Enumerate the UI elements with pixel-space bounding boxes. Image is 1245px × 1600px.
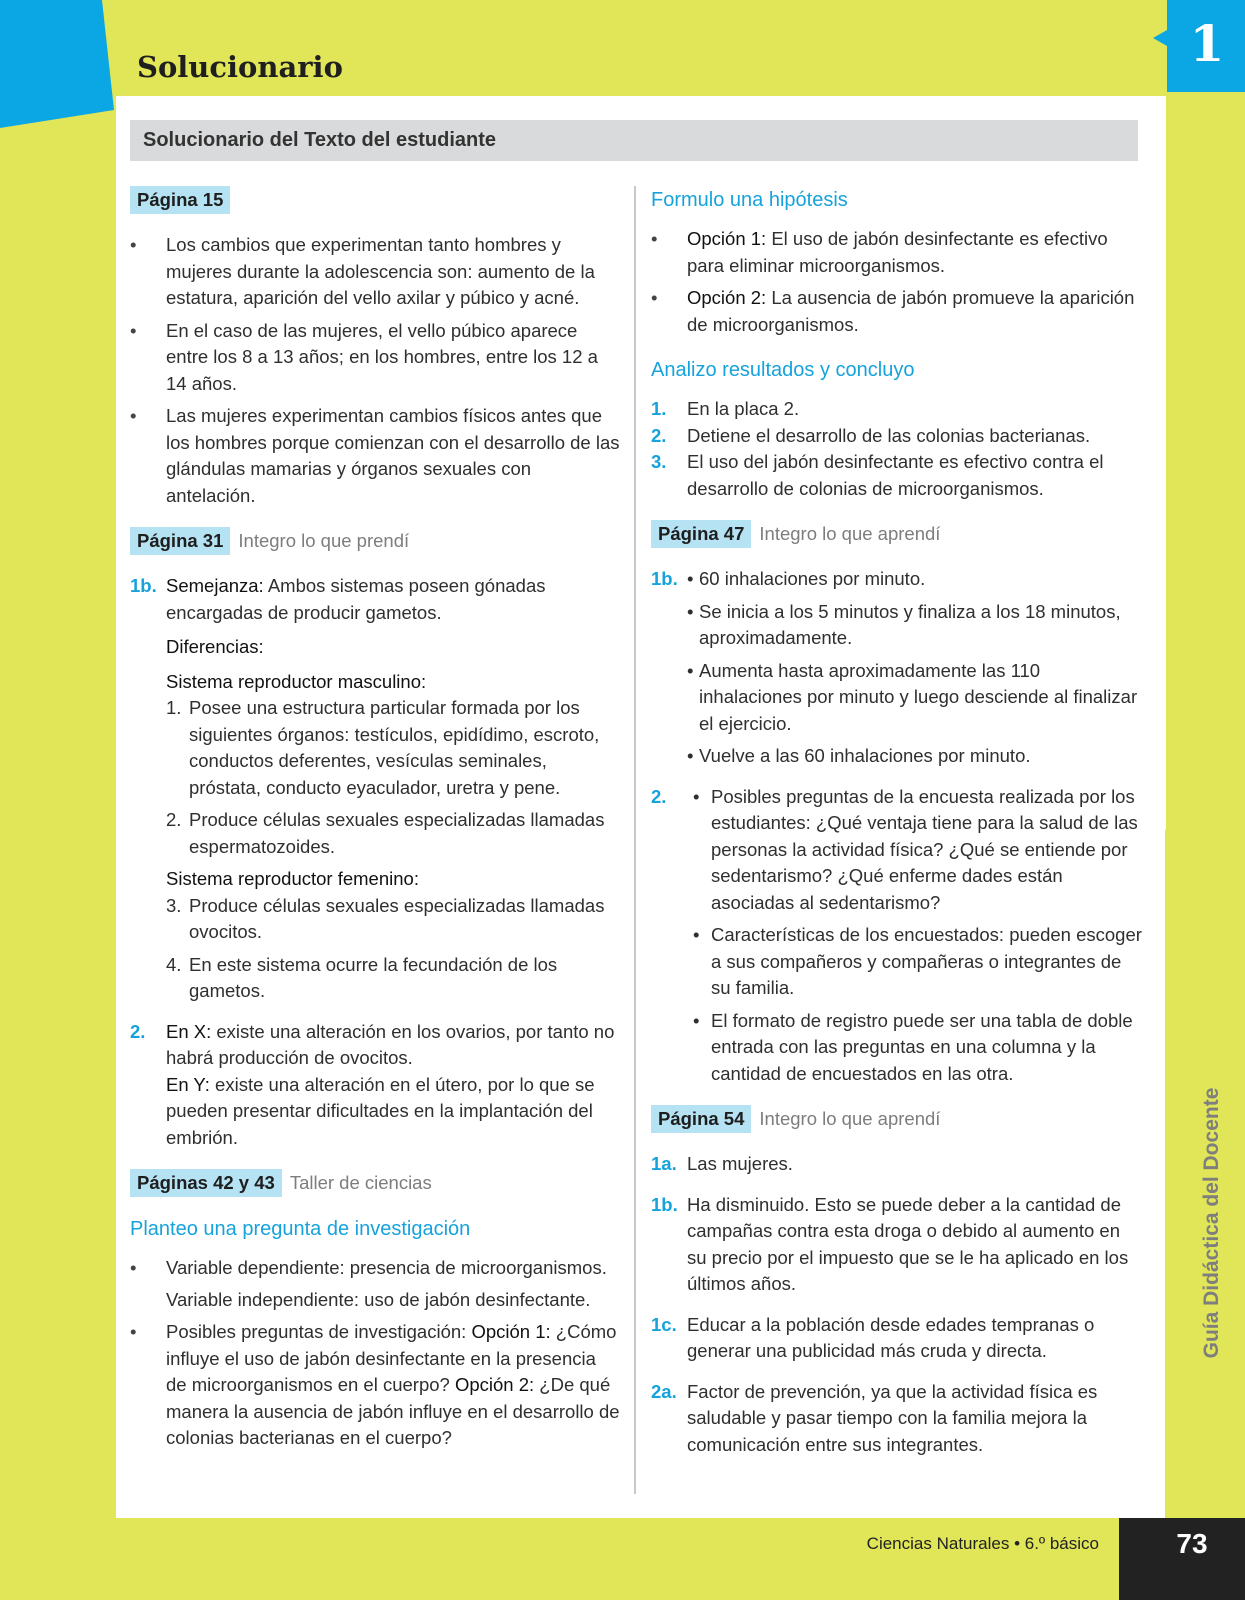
- page-label: Página 31: [130, 527, 230, 555]
- page-54-answers: [651, 1151, 1143, 1458]
- list-item: 1. En la placa 2.: [651, 398, 800, 419]
- page-42-header: [130, 1169, 620, 1197]
- list-item: 2. Produce células sexuales especializadas llamadas espermatozoides.: [166, 809, 605, 857]
- page-label: Página 47: [651, 520, 751, 548]
- answer-text: existe una alteración en los ovarios, por tanto no habrá producción de ovocitos.: [166, 1020, 615, 1068]
- section-bar: [130, 120, 1138, 161]
- column-divider: [634, 186, 636, 1494]
- list-item: • Opción 1: El uso de jabón desinfectante es efectivo para eliminar microorganismos.: [651, 226, 1143, 279]
- page-15-list: [130, 232, 620, 509]
- section-title: Solucionario del Texto del estudiante: [143, 129, 497, 151]
- answer-label: Semejanza:: [166, 575, 264, 596]
- research-list: [130, 1255, 620, 1452]
- page-47-header: [651, 520, 1143, 548]
- list-item: 3. Produce células sexuales especializadas llamadas ovocitos.: [166, 894, 605, 942]
- page-label: Página 54: [651, 1105, 751, 1133]
- list-item: • Se inicia a los 5 minutos y finaliza a los 18 minutos, aproximadamente.: [687, 599, 1143, 652]
- answer-number: 2.: [651, 785, 667, 807]
- list-item: 2. Detiene el desarrollo de las colonias bacterianas.: [651, 424, 1091, 446]
- page-number: 73: [1176, 1528, 1208, 1559]
- answer-1a: 1a. Las mujeres.: [651, 1153, 793, 1174]
- option-label: Opción 2:: [454, 1374, 535, 1395]
- list-item: • Vuelve a las 60 inhalaciones por minuto.: [687, 743, 1143, 770]
- answer-number: 2.: [130, 1020, 146, 1042]
- answer-1b: [130, 573, 620, 1005]
- chapter-number: 1: [1189, 14, 1225, 73]
- female-system-list: [166, 893, 620, 1005]
- answer-2: [651, 784, 1143, 1088]
- answer-number: 1b.: [651, 568, 678, 589]
- female-system-title: Sistema reproductor femenino:: [166, 868, 419, 889]
- page-15-header: [130, 186, 620, 214]
- list-item: • Los cambios que experimentan tanto hombres y mujeres durante la adolescencia son: aumento de la estatura, aparición del vello axilar y púbico y acné.: [130, 232, 620, 312]
- page-label: Página 15: [130, 186, 230, 214]
- option-text: ¿De qué manera la ausencia de jabón influye en el desarrollo de colonias bacterianas en el cuerpo?: [166, 1374, 620, 1448]
- male-system-title: Sistema reproductor masculino:: [166, 670, 427, 692]
- answer-2a: 2a. Factor de prevención, ya que la actividad física es saludable y pasar tiempo con la familia mejora la comunicación entre sus integrantes.: [651, 1380, 1098, 1455]
- hypothesis-list: [651, 226, 1143, 338]
- list-item: • Características de los encuestados: pueden escoger a sus compañeros y compañeras o integrantes de su familia.: [687, 922, 1143, 1002]
- list-item: • El formato de registro puede ser una tabla de doble entrada con las preguntas en una columna y la cantidad de encuestados en las otra.: [687, 1008, 1143, 1088]
- page-label: Páginas 42 y 43: [130, 1169, 282, 1197]
- page-subtitle: Integro lo que aprendí: [759, 1108, 941, 1129]
- option-text: ¿Cómo influye el uso de jabón desinfectante en la presencia de microorganismos en el cuerpo?: [166, 1321, 617, 1395]
- list-item: 1. Posee una estructura particular formada por los siguientes órganos: testículos, epidídimo, escroto, conductos deferentes, vesículas seminales, próstata, conducto eyaculador, uretra y pene.: [166, 697, 600, 798]
- page-54-header: [651, 1105, 1143, 1133]
- page-subtitle: Integro lo que aprendí: [759, 523, 941, 544]
- side-label: Guía Didáctica del Docente: [1200, 1087, 1223, 1359]
- answer-text: Ambos sistemas poseen gónadas encargadas de producir gametos.: [166, 575, 546, 623]
- results-list: [651, 396, 1143, 502]
- differences-label: Diferencias:: [166, 636, 264, 657]
- option-label: Opción 1:: [471, 1321, 551, 1342]
- list-item: • Opción 2: La ausencia de jabón promueve la aparición de microorganismos.: [651, 285, 1143, 338]
- answer-2: [130, 1019, 620, 1152]
- list-item: • Posibles preguntas de la encuesta realizada por los estudiantes: ¿Qué ventaja tiene para la salud de las personas la actividad física? ¿Qué se entiende por sedentarismo? ¿Qué enferme dades están asociadas al sedentarismo?: [687, 784, 1143, 917]
- answer-1b: [651, 566, 1143, 770]
- page-31-header: [130, 527, 620, 555]
- section-heading: Analizo resultados y concluyo: [651, 359, 915, 381]
- page-title: Solucionario: [137, 50, 343, 84]
- page-subtitle: Integro lo que prendí: [238, 530, 410, 551]
- dependent-variable: • Variable dependiente: presencia de microorganismos.: [166, 1257, 607, 1278]
- corner-blue-tab: [0, 0, 116, 128]
- answer-1c: 1c. Educar a la población desde edades tempranas o generar una publicidad más cruda y directa.: [651, 1313, 1095, 1361]
- answer-list: [687, 566, 1143, 770]
- answer-text: existe una alteración en el útero, por lo que se pueden presentar dificultades en la implantación del embrión.: [166, 1073, 595, 1148]
- male-system-list: [166, 695, 620, 860]
- answer-label: En Y:: [166, 1073, 210, 1095]
- independent-variable: Variable independiente: uso de jabón desinfectante.: [166, 1288, 591, 1310]
- section-heading: Planteo una pregunta de investigación: [130, 1218, 471, 1240]
- list-item: • 60 inhalaciones por minuto.: [687, 566, 1143, 593]
- list-item: 4. En este sistema ocurre la fecundación de los gametos.: [166, 953, 558, 1001]
- answer-label: En X:: [166, 1020, 212, 1042]
- questions-intro: Posibles preguntas de investigación:: [166, 1321, 467, 1342]
- list-item: [130, 1255, 620, 1313]
- answer-1b: 1b. Ha disminuido. Esto se puede deber a la cantidad de campañas contra esta droga o debido al aumento en su precio por el impuesto que se le ha aplicado en los últimos años.: [651, 1193, 1129, 1294]
- section-heading: Formulo una hipótesis: [651, 189, 848, 211]
- footer-subject: Ciencias Naturales • 6.º básico: [866, 1534, 1099, 1553]
- list-item: • Aumenta hasta aproximadamente las 110 inhalaciones por minuto y luego desciende al finalizar el ejercicio.: [687, 658, 1143, 738]
- answer-number: 1b.: [130, 575, 157, 596]
- page-subtitle: Taller de ciencias: [289, 1172, 432, 1193]
- list-item: • En el caso de las mujeres, el vello púbico aparece entre los 8 a 13 años; en los hombres, entre los 12 a 14 años.: [130, 318, 620, 398]
- list-item: 3. El uso del jabón desinfectante es efectivo contra el desarrollo de colonias de microorganismos.: [651, 451, 1104, 499]
- right-column: [651, 186, 1143, 1472]
- list-item: [130, 1319, 620, 1452]
- left-column: [130, 186, 620, 1458]
- list-item: • Las mujeres experimentan cambios físicos antes que los hombres porque comienzan con el desarrollo de las glándulas mamarias y órganos sexuales con antelación.: [130, 403, 620, 509]
- answer-list: [687, 784, 1143, 1088]
